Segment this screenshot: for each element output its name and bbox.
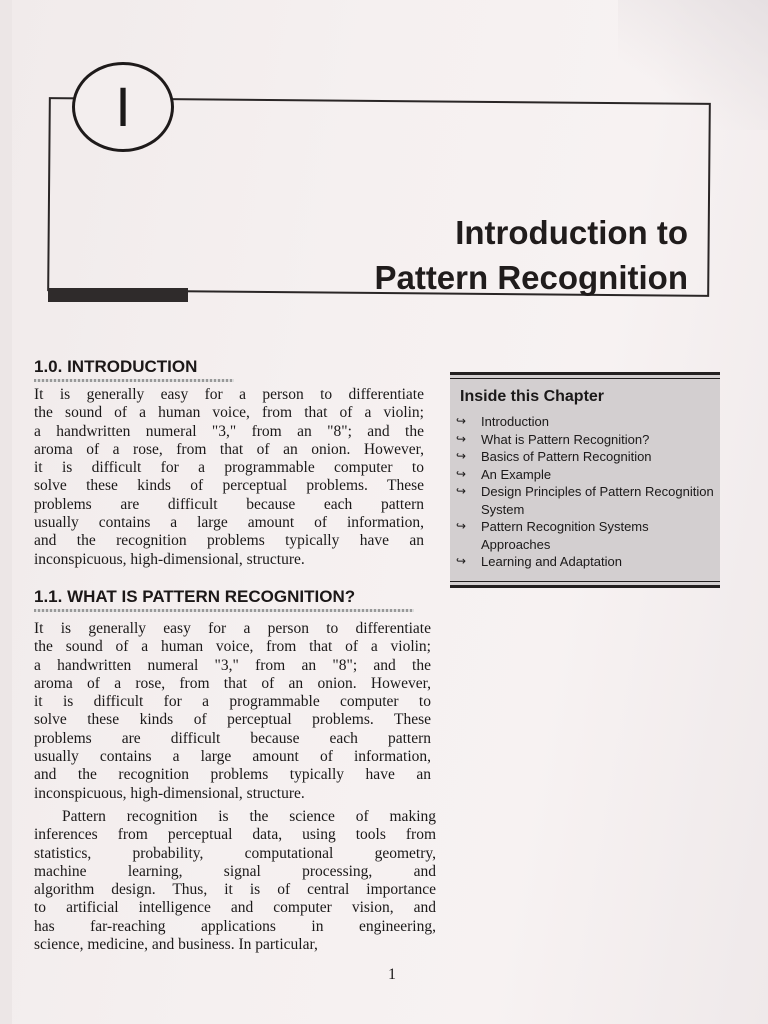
heading-underline <box>34 609 414 612</box>
text-line: aroma of a rose, from that of an onion. However, <box>34 674 431 692</box>
chapter-contents-item <box>456 413 716 431</box>
text-line: statistics, probability, computational geometry, <box>34 844 436 862</box>
chapter-contents-list <box>456 413 716 571</box>
text-line: problems are difficult because each pattern <box>34 495 424 513</box>
chapter-contents-label: Basics of Pattern Recognition <box>481 449 652 464</box>
text-line: a handwritten numeral "3," from an "8"; and the <box>34 422 424 440</box>
curved-arrow-icon: ↪ <box>456 449 467 463</box>
curved-arrow-icon: ↪ <box>456 484 467 498</box>
text-line: the sound of a human voice, from that of a violin; <box>34 404 424 422</box>
text-line: to artificial intelligence and computer vision, and <box>34 899 436 917</box>
text-line: it is difficult for a programmable computer to <box>34 693 431 711</box>
text-line: algorithm design. Thus, it is of central importance <box>34 881 436 899</box>
heading-underline <box>34 379 234 382</box>
chapter-contents-label: Learning and Adaptation <box>481 554 622 569</box>
chapter-contents-item <box>456 448 716 466</box>
section-heading-introduction: 1.0. INTRODUCTION <box>34 357 198 376</box>
what-is-paragraph-1 <box>34 620 431 803</box>
chapter-number: I <box>115 75 131 138</box>
introduction-paragraph <box>34 386 424 569</box>
chapter-contents-item <box>456 466 716 484</box>
box-rule-bottom <box>450 581 720 582</box>
chapter-contents-item <box>456 431 716 449</box>
text-line: It is generally easy for a person to differentiate <box>34 386 424 403</box>
section-heading-what-is-pattern-recognition: 1.1. WHAT IS PATTERN RECOGNITION? <box>34 587 356 606</box>
text-line: aroma of a rose, from that of an onion. However, <box>34 440 424 458</box>
text-line: Pattern recognition is the science of making <box>62 808 436 825</box>
chapter-title-bar <box>48 288 188 302</box>
text-line: inconspicuous, high-dimensional, structure. <box>34 784 305 802</box>
chapter-title-line-1: Introduction to <box>455 214 688 251</box>
page-number: 1 <box>388 966 396 983</box>
curved-arrow-icon: ↪ <box>456 431 467 446</box>
curved-arrow-icon: ↪ <box>456 466 467 481</box>
chapter-contents-item <box>456 483 716 518</box>
text-line: usually contains a large amount of information, <box>34 514 424 532</box>
curved-arrow-icon: ↪ <box>456 554 467 568</box>
text-line: the sound of a human voice, from that of a violin; <box>34 638 431 656</box>
text-line: solve these kinds of perceptual problems. These <box>34 477 424 495</box>
text-line: science, medicine, and business. In particular, <box>34 936 318 954</box>
chapter-contents-label: An Example <box>481 466 552 482</box>
text-line: has far-reaching applications in engineering, <box>34 917 436 935</box>
curved-arrow-icon: ↪ <box>456 414 467 428</box>
text-line: usually contains a large amount of information, <box>34 748 431 766</box>
text-line: problems are difficult because each pattern <box>34 729 431 747</box>
chapter-title-line-2: Pattern Recognition <box>374 259 688 296</box>
box-rule-top <box>450 378 720 379</box>
text-line: and the recognition problems typically have an <box>34 766 431 784</box>
text-line: inconspicuous, high-dimensional, structure. <box>34 550 305 568</box>
chapter-contents-label: Pattern Recognition Systems Approaches <box>481 519 649 552</box>
what-is-paragraph-2 <box>34 808 436 954</box>
text-line: solve these kinds of perceptual problems. These <box>34 711 431 729</box>
chapter-number-badge <box>72 62 174 152</box>
text-line: machine learning, signal processing, and <box>34 862 436 880</box>
text-line: It is generally easy for a person to differentiate <box>34 620 431 637</box>
inside-this-chapter-box <box>450 372 720 588</box>
text-line: a handwritten numeral "3," from an "8"; and the <box>34 656 431 674</box>
text-line: inferences from perceptual data, using tools from <box>34 826 436 844</box>
chapter-contents-item <box>456 553 716 571</box>
text-line: and the recognition problems typically have an <box>34 532 424 550</box>
chapter-contents-label: Design Principles of Pattern Recognition System <box>481 484 714 517</box>
chapter-contents-label: What is Pattern Recognition? <box>481 431 650 447</box>
text-line: it is difficult for a programmable computer to <box>34 459 424 477</box>
chapter-contents-item <box>456 518 716 553</box>
chapter-contents-label: Introduction <box>481 414 549 429</box>
book-page <box>12 0 768 1024</box>
chapter-title <box>268 210 688 300</box>
inside-this-chapter-title: Inside this Chapter <box>460 388 605 405</box>
curved-arrow-icon: ↪ <box>456 519 467 533</box>
